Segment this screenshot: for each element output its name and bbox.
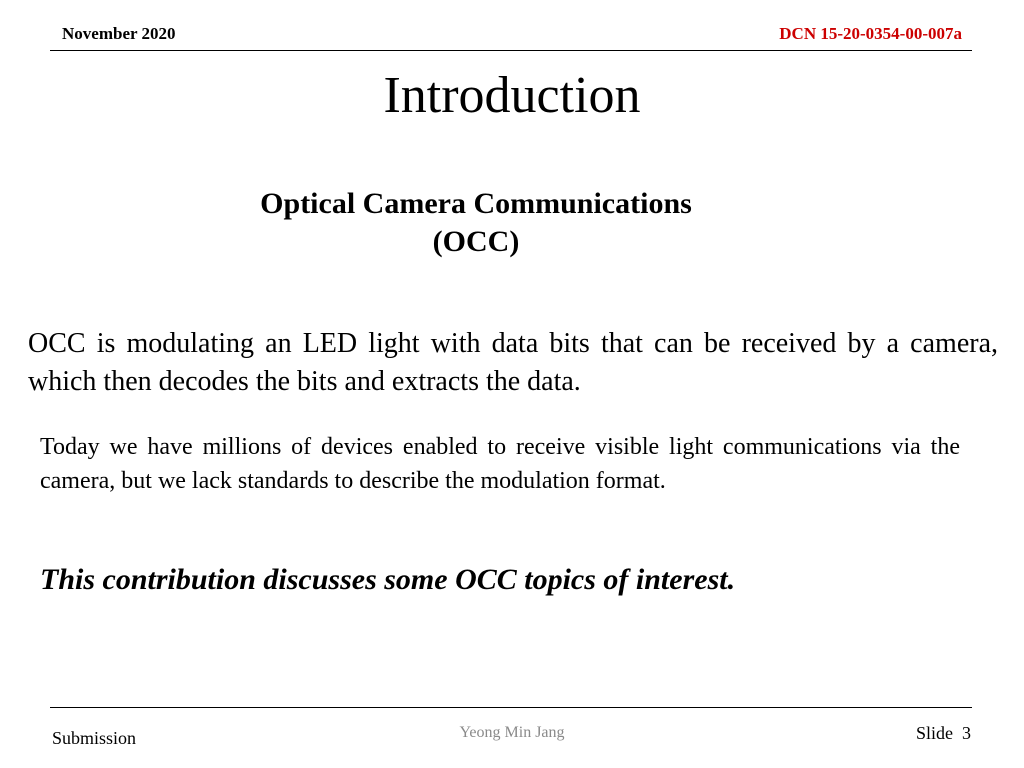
footer-divider: [50, 707, 972, 708]
paragraph-standards-gap: Today we have millions of devices enabled to receive visible light communications via the camera, but we lack standards to describe the modulation format.: [40, 434, 960, 494]
footer-slide-number: [916, 723, 971, 744]
footer-submission: Submission: [52, 728, 137, 748]
header-doc-number: DCN 15-20-0354-00-007a: [779, 24, 962, 43]
slide-title: Introduction: [383, 67, 641, 124]
paragraph-occ-definition: OCC is modulating an LED light with data bits that can be received by a camera, which then decodes the bits and extracts the data.: [28, 328, 998, 397]
header-date: November 2020: [62, 24, 176, 43]
header-divider: [50, 50, 972, 51]
subtitle-line-1: Optical Camera Communications: [260, 187, 692, 220]
subtitle-line-2: (OCC): [432, 225, 520, 258]
emphasis-statement: This contribution discusses some OCC topics of interest.: [40, 563, 736, 596]
footer-author: Yeong Min Jang: [459, 724, 565, 741]
slide-subtitle: [212, 185, 740, 261]
slide-number: 3: [962, 723, 971, 743]
slide-label: Slide: [915, 723, 953, 743]
